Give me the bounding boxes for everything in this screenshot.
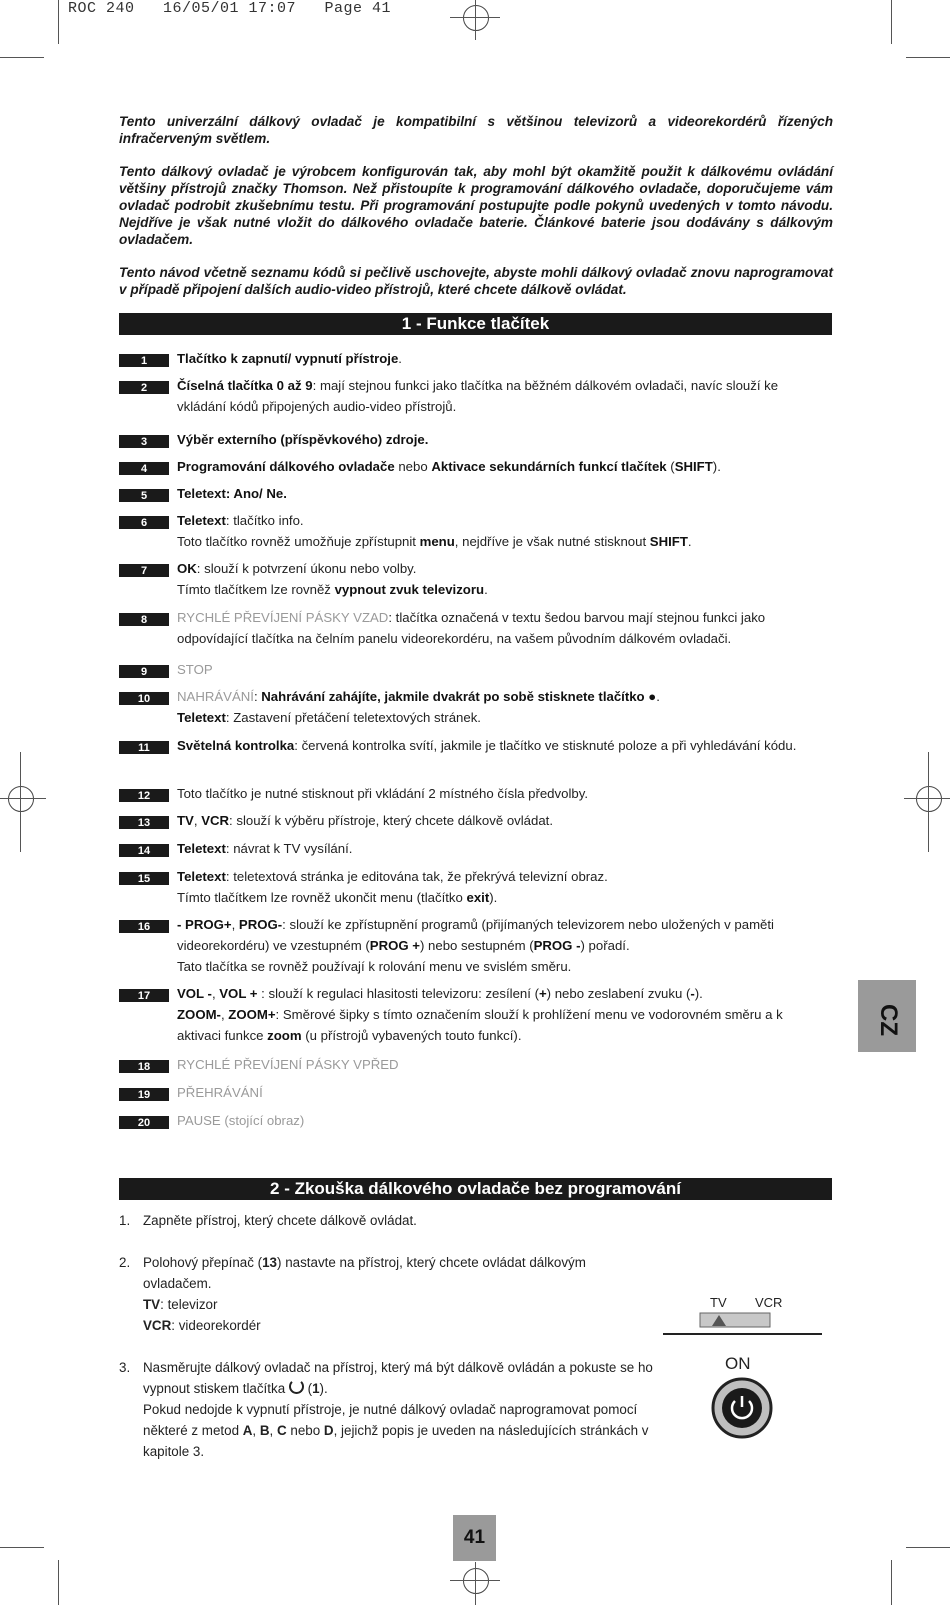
registration-mark bbox=[916, 786, 942, 812]
crop-mark bbox=[904, 798, 950, 799]
button-number-6: 6 bbox=[119, 516, 169, 529]
button-description-5: Teletext: Ano/ Ne. bbox=[177, 486, 287, 501]
button-number-10: 10 bbox=[119, 692, 169, 705]
button-description-9: STOP bbox=[177, 662, 213, 677]
button-number-9: 9 bbox=[119, 665, 169, 678]
intro-paragraph-2: Tento dálkový ovladač je výrobcem konfigurován tak, aby mohl být okamžitě použit k dálkovému ovládání většiny přístrojů značky Thomson. Než přistoupíte k programování dálkového ovladače, doporučujeme vám ovladač podrobit zkušebnímu testu. Při programování postupujte podle pokynů uvedených v tomto návodu. Nejdříve je však nutné vložit do dálkového ovladače baterie. Článkové baterie jsou dodávány s dálkovým ovladačem. bbox=[119, 164, 833, 247]
button-number-12: 12 bbox=[119, 789, 169, 802]
button-description-12: Toto tlačítko je nutné stisknout při vkládání 2 místného čísla předvolby. bbox=[177, 786, 588, 801]
button-description-15: Teletext: teletextová stránka je editována tak, že překrývá televizní obraz. Tímto tlačítkem lze rovněž ukončit menu (tlačítko exit). bbox=[177, 869, 608, 905]
button-number-3: 3 bbox=[119, 435, 169, 448]
crop-mark bbox=[891, 0, 892, 44]
intro-paragraph-3: Tento návod včetně seznamu kódů si pečlivě uschovejte, abyste mohli dálkový ovladač znovu naprogramovat v případě připojení dalších audio-video přístrojů, které chcete dálkově ovládat. bbox=[119, 265, 833, 297]
button-description-10: NAHRÁVÁNÍ: Nahrávání zahájíte, jakmile dvakrát po sobě stisknete tlačítko ●. Teletext: Zastavení přetáčení teletextových stránek. bbox=[177, 689, 660, 725]
switch-slot bbox=[700, 1313, 770, 1327]
intro-paragraph-1: Tento univerzální dálkový ovladač je kompatibilní s většinou televizorů a videorekordérů řízených infračerveným světlem. bbox=[119, 114, 833, 146]
button-description-17: VOL -, VOL + : slouží k regulaci hlasitosti televizoru: zesílení (+) nebo zeslabení zvuku (-). ZOOM-, ZOOM+: Směrové šipky s tímto označením slouží k prohlížení menu ve vodorovném směru a k aktivaci funkce zoom (u přístrojů vybavených touto funkcí). bbox=[177, 986, 783, 1043]
button-description-1: Tlačítko k zapnutí/ vypnutí přístroje. bbox=[177, 351, 402, 366]
registration-mark bbox=[463, 5, 489, 31]
registration-mark bbox=[463, 1568, 489, 1594]
button-description-2: Číselná tlačítka 0 až 9: mají stejnou funkci jako tlačítka na běžném dálkovém ovladači, navíc slouží ke vkládání kódů připojených audio-video přístrojů. bbox=[177, 378, 779, 414]
tv-label: TV bbox=[710, 1295, 727, 1310]
step-text: Polohový přepínač (13) nastavte na přístroj, který chcete ovládat dálkovým ovladačem. TV: televizor VCR: videorekordér bbox=[143, 1255, 586, 1333]
crop-mark bbox=[450, 17, 500, 18]
button-number-18: 18 bbox=[119, 1060, 169, 1073]
crop-mark bbox=[475, 1562, 476, 1605]
button-number-2: 2 bbox=[119, 381, 169, 394]
crop-mark bbox=[475, 0, 476, 40]
button-description-20: PAUSE (stojící obraz) bbox=[177, 1113, 305, 1128]
step-number: 2. bbox=[119, 1255, 131, 1270]
button-number-14: 14 bbox=[119, 844, 169, 857]
button-number-7: 7 bbox=[119, 564, 169, 577]
step-text: Nasměrujte dálkový ovladač na přístroj, který má být dálkově ovládán a pokuste se ho vypnout stiskem tlačítka (1). Pokud nedojde k vypnutí přístroje, je nutné dálkový ovladač naprogramovat pomocí některé z metod A, B, C nebo D, jejichž popis je uveden na následujících stránkách v kapitole 3. bbox=[143, 1360, 653, 1459]
vcr-label: VCR bbox=[755, 1295, 783, 1310]
button-number-4: 4 bbox=[119, 462, 169, 475]
button-description-18: RYCHLÉ PŘEVÍJENÍ PÁSKY VPŘED bbox=[177, 1057, 399, 1072]
button-description-16: - PROG+, PROG-: slouží ke zpřístupnění programů (přijímaných televizorem nebo uložených v paměti videorekordéru) ve vzestupném (PROG +) nebo sestupném (PROG -) pořadí. Tato tlačítka se rovněž používají k rolování menu ve svislém směru. bbox=[177, 917, 774, 974]
language-tab: CZ bbox=[858, 980, 916, 1052]
crop-mark bbox=[58, 1560, 59, 1605]
step-2 bbox=[119, 1252, 653, 1336]
button-description-7: OK: slouží k potvrzení úkonu nebo volby. Tímto tlačítkem lze rovněž vypnout zvuk televizoru. bbox=[177, 561, 488, 597]
step-number: 3. bbox=[119, 1360, 131, 1375]
step-3 bbox=[119, 1357, 653, 1462]
button-number-1: 1 bbox=[119, 354, 169, 367]
step-number: 1. bbox=[119, 1213, 131, 1228]
button-number-20: 20 bbox=[119, 1116, 169, 1129]
crop-mark bbox=[906, 1547, 950, 1548]
registration-mark bbox=[8, 786, 34, 812]
button-number-8: 8 bbox=[119, 613, 169, 626]
crop-mark bbox=[0, 1547, 44, 1548]
button-number-16: 16 bbox=[119, 920, 169, 933]
crop-mark bbox=[906, 57, 950, 58]
button-description-8: RYCHLÉ PŘEVÍJENÍ PÁSKY VZAD: tlačítka označená v textu šedou barvou mají stejnou funkci jako odpovídající tlačítka na čelním panelu videorekordéru, na vašem původním dálkovém ovladači. bbox=[177, 610, 766, 646]
button-description-11: Světelná kontrolka: červená kontrolka svítí, jakmile je tlačítko ve stisknuté poloze a při vyhledávání kódu. bbox=[177, 738, 797, 753]
button-number-5: 5 bbox=[119, 489, 169, 502]
print-header: ROC 240 16/05/01 17:07 Page 41 bbox=[68, 0, 392, 17]
power-button bbox=[722, 1388, 762, 1428]
button-number-11: 11 bbox=[119, 741, 169, 754]
crop-mark bbox=[58, 0, 59, 44]
section-2-title: 2 - Zkouška dálkového ovladače bez programování bbox=[119, 1178, 832, 1200]
button-description-3: Výběr externího (příspěvkového) zdroje. bbox=[177, 432, 429, 447]
section-1-title: 1 - Funkce tlačítek bbox=[119, 313, 832, 335]
button-number-13: 13 bbox=[119, 816, 169, 829]
step-1 bbox=[119, 1210, 653, 1231]
crop-mark bbox=[928, 752, 929, 852]
button-description-6: Teletext: tlačítko info. Toto tlačítko rovněž umožňuje zpřístupnit menu, nejdříve je však nutné stisknout SHIFT. bbox=[177, 513, 692, 549]
crop-mark bbox=[450, 1580, 500, 1581]
button-description-19: PŘEHRÁVÁNÍ bbox=[177, 1085, 263, 1100]
button-description-4: Programování dálkového ovladače nebo Aktivace sekundárních funkcí tlačítek (SHIFT). bbox=[177, 459, 721, 474]
remote-switch-illustration bbox=[660, 1290, 835, 1450]
button-description-13: TV, VCR: slouží k výběru přístroje, který chcete dálkově ovládat. bbox=[177, 813, 554, 828]
button-number-19: 19 bbox=[119, 1088, 169, 1101]
on-label: ON bbox=[725, 1354, 751, 1373]
step-text: Zapněte přístroj, který chcete dálkově ovládat. bbox=[143, 1213, 417, 1228]
crop-mark bbox=[0, 798, 46, 799]
button-number-15: 15 bbox=[119, 872, 169, 885]
crop-mark bbox=[891, 1560, 892, 1605]
crop-mark bbox=[20, 752, 21, 852]
button-number-17: 17 bbox=[119, 989, 169, 1002]
button-description-14: Teletext: návrat k TV vysílání. bbox=[177, 841, 353, 856]
crop-mark bbox=[0, 57, 44, 58]
page-number: 41 bbox=[453, 1515, 496, 1561]
